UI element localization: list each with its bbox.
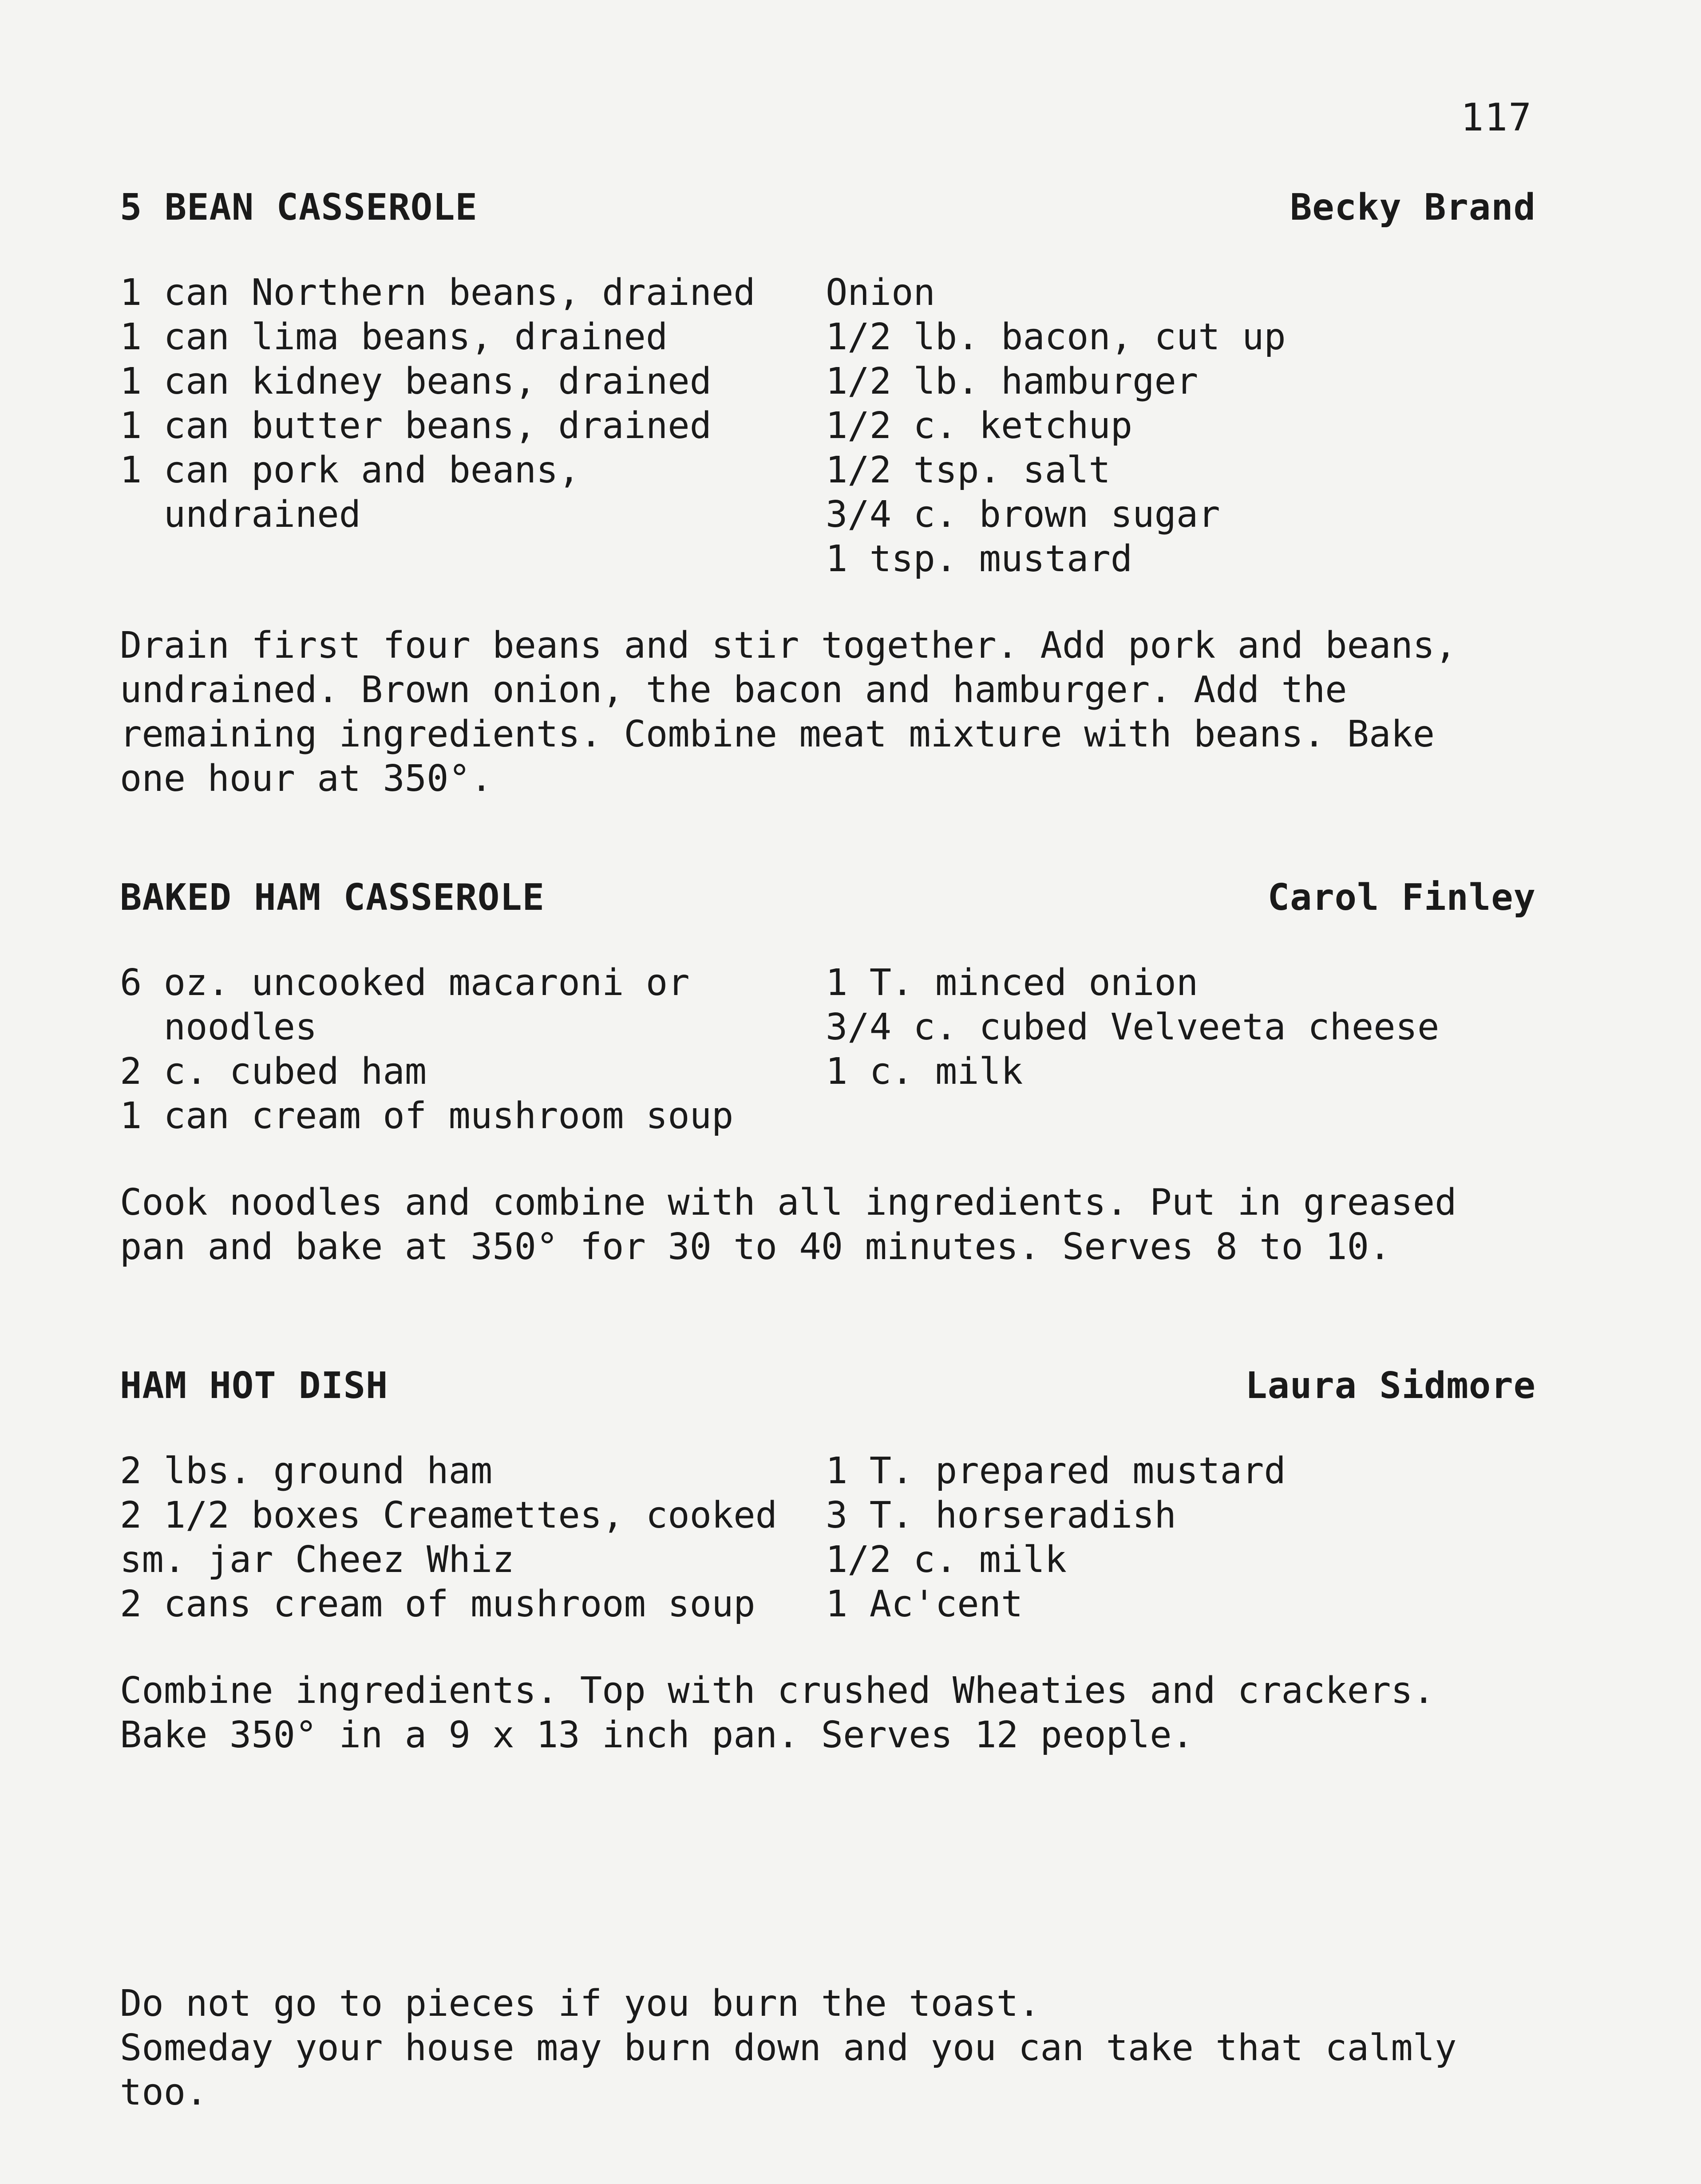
ingredient-line: 1 can kidney beans, drained: [120, 360, 712, 403]
ingredient-line: 2 1/2 boxes Creamettes, cooked: [120, 1494, 778, 1536]
recipe-ham-hot-dish: [120, 1365, 1536, 1757]
ingredient-line: 1 c. milk: [826, 1051, 1023, 1093]
ingredient-line: 1/2 c. ketchup: [826, 405, 1133, 447]
ingredient-column-right: [826, 961, 1536, 1138]
recipe-instructions: Drain first four beans and stir together. Add pork and beans, undrained. Brown onion, the bacon and hamburger. Add the remaining ingredients. Combine meat mixture with beans. Bake one hour at 350°.: [120, 624, 1457, 800]
recipe-title: BAKED HAM CASSEROLE: [120, 877, 545, 919]
recipe-header: [120, 877, 1536, 919]
ingredient-column-right: [826, 271, 1536, 581]
ingredient-line: 1/2 lb. hamburger: [826, 360, 1199, 403]
ingredient-line: 1 T. prepared mustard: [826, 1450, 1286, 1492]
ingredient-line: 1 can lima beans, drained: [120, 316, 668, 358]
ingredient-line: 2 cans cream of mushroom soup: [120, 1583, 756, 1625]
recipe-author: Becky Brand: [1290, 186, 1536, 229]
ingredient-line: 1 can pork and beans,: [120, 449, 580, 491]
ingredient-line: 2 lbs. ground ham: [120, 1450, 493, 1492]
ingredient-line: 1/2 lb. bacon, cut up: [826, 316, 1286, 358]
ingredient-column-left: [120, 961, 826, 1138]
ingredient-line: 1 tsp. mustard: [826, 538, 1133, 580]
ingredient-line: 1 Ac'cent: [826, 1583, 1023, 1625]
ingredient-line: Onion: [826, 272, 935, 314]
ingredient-list: [120, 1449, 1536, 1627]
recipe-title: 5 BEAN CASSEROLE: [120, 186, 478, 229]
ingredient-line: 1 can Northern beans, drained: [120, 272, 756, 314]
ingredient-line: 1 T. minced onion: [826, 962, 1199, 1004]
ingredient-line: undrained: [120, 494, 361, 536]
ingredient-list: [120, 961, 1536, 1138]
ingredient-list: [120, 271, 1536, 581]
page-number: 117: [1460, 95, 1532, 140]
ingredient-line: 1 can butter beans, drained: [120, 405, 712, 447]
ingredient-line: 6 oz. uncooked macaroni or: [120, 962, 690, 1004]
recipe-baked-ham-casserole: [120, 877, 1536, 1269]
recipe-5-bean-casserole: [120, 186, 1536, 801]
recipe-author: Carol Finley: [1267, 877, 1536, 919]
recipe-title: HAM HOT DISH: [120, 1365, 388, 1407]
recipe-instructions: Combine ingredients. Top with crushed Wheaties and crackers. Bake 350° in a 9 x 13 inch pan. Serves 12 people.: [120, 1670, 1435, 1756]
recipe-author: Laura Sidmore: [1245, 1365, 1536, 1407]
ingredient-line: 1/2 c. milk: [826, 1539, 1067, 1581]
ingredient-line: 3/4 c. brown sugar: [826, 494, 1220, 536]
ingredient-line: 1/2 tsp. salt: [826, 449, 1111, 491]
ingredient-line: sm. jar Cheez Whiz: [120, 1539, 514, 1581]
ingredient-line: 2 c. cubed ham: [120, 1051, 427, 1093]
ingredient-line: 1 can cream of mushroom soup: [120, 1095, 734, 1137]
recipe-instructions: Cook noodles and combine with all ingredients. Put in greased pan and bake at 350° for 30 to 40 minutes. Serves 8 to 10.: [120, 1181, 1457, 1268]
ingredient-column-left: [120, 271, 826, 581]
ingredient-column-left: [120, 1449, 826, 1627]
ingredient-column-right: [826, 1449, 1536, 1627]
recipe-header: [120, 186, 1536, 229]
recipe-header: [120, 1365, 1536, 1407]
filler-quote: Do not go to pieces if you burn the toast. Someday your house may burn down and you can take that calmly too.: [120, 1983, 1457, 2113]
ingredient-line: noodles: [120, 1006, 317, 1048]
ingredient-line: 3/4 c. cubed Velveeta cheese: [826, 1006, 1440, 1048]
ingredient-line: 3 T. horseradish: [826, 1494, 1176, 1536]
